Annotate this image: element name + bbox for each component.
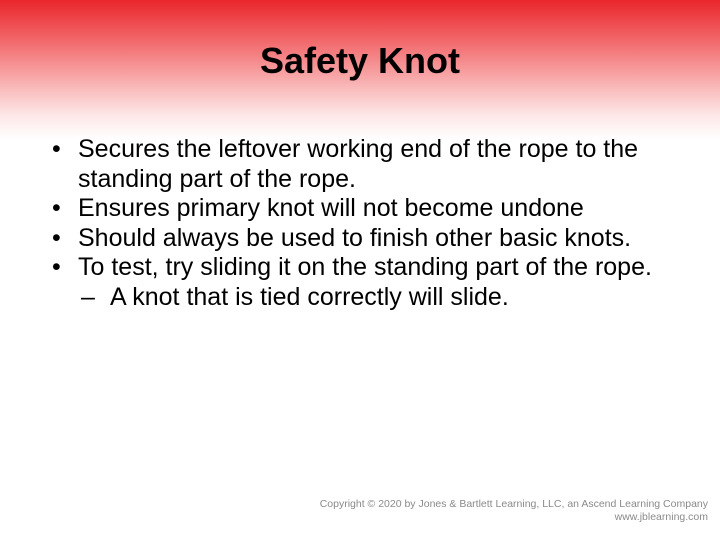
bullet-text: Secures the leftover working end of the rope to the standing part of the rope. — [78, 135, 639, 193]
sub-bullet-marker: – — [81, 282, 95, 311]
bullet-text: To test, try sliding it on the standing part of the rope. — [78, 253, 652, 281]
copyright-text: Copyright © 2020 by Jones & Bartlett Learning, LLC, an Ascend Learning Company — [319, 498, 708, 510]
sub-bullet-text: A knot that is tied correctly will slide. — [110, 282, 509, 311]
bullet-list — [48, 135, 688, 312]
bullet-item — [48, 224, 688, 254]
bullet-item — [48, 253, 688, 283]
bullet-marker: • — [52, 135, 61, 163]
bullet-marker: • — [52, 194, 61, 222]
bullet-item — [48, 135, 688, 194]
bullet-text: Should always be used to finish other basic knots. — [78, 223, 632, 252]
copyright-footer — [320, 498, 708, 524]
bullet-marker: • — [52, 253, 61, 281]
sub-bullet-item — [48, 283, 688, 313]
slide-title: Safety Knot — [259, 40, 461, 81]
bullet-item — [48, 194, 688, 224]
bullet-text: Ensures primary knot will not become undone — [78, 194, 584, 222]
publisher-website: www.jblearning.com — [614, 511, 708, 523]
bullet-marker: • — [52, 223, 61, 252]
